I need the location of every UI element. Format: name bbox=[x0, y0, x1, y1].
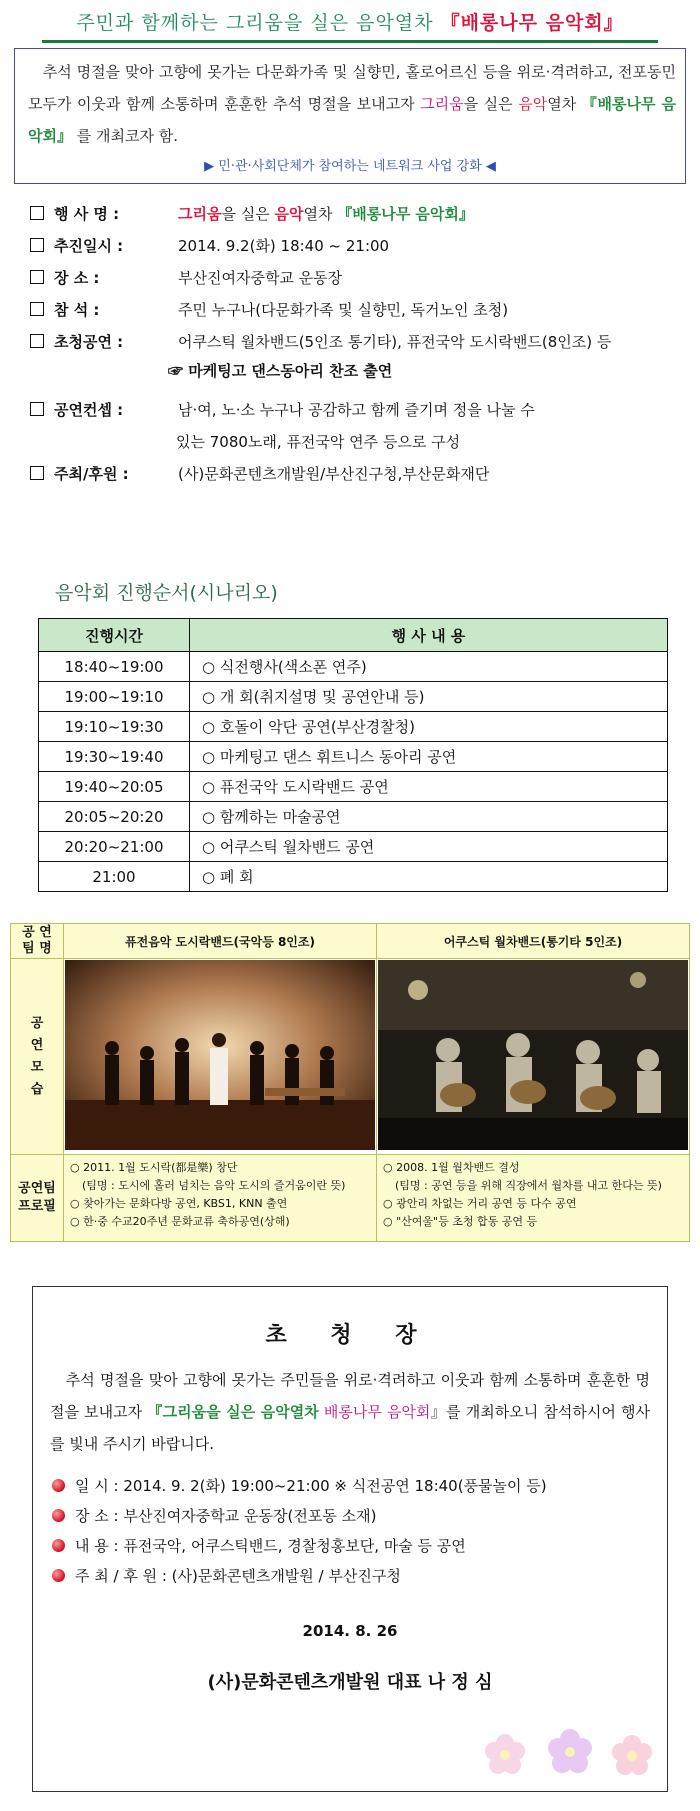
schedule-item: ○ 퓨전국악 도시락밴드 공연 bbox=[190, 772, 668, 802]
info-value: 어쿠스틱 월차밴드(5인조 통기타), 퓨전국악 도시락밴드(8인조) 등 bbox=[178, 333, 612, 351]
info-part: 그리움 bbox=[178, 205, 222, 223]
band2-street-image bbox=[378, 960, 688, 1150]
profile-line: ○ 찾아가는 문화다방 공연, KBS1, KNN 출연 bbox=[70, 1197, 288, 1210]
checkbox-bullet-icon bbox=[30, 334, 44, 348]
info-row-event-name bbox=[30, 198, 680, 230]
team-photo-label: 공 연 모 습 bbox=[11, 959, 64, 1155]
team-profile-label: 공연팀 프로필 bbox=[11, 1155, 64, 1242]
invitation-signature: (사)문화콘텐츠개발원 대표 나 정 심 bbox=[207, 1672, 493, 1693]
schedule-time: 18:40~19:00 bbox=[39, 652, 190, 682]
team-name-band2: 어쿠스틱 월차밴드(통기타 5인조) bbox=[377, 924, 690, 959]
table-row bbox=[39, 772, 668, 802]
invitation-item bbox=[52, 1535, 466, 1556]
info-value: 2014. 9.2(화) 18:40 ~ 21:00 bbox=[178, 237, 390, 255]
info-row-performers bbox=[30, 326, 680, 358]
intro-ending: 를 개최코자 함. bbox=[76, 127, 179, 145]
schedule-time: 20:20~21:00 bbox=[39, 832, 190, 862]
intro-line: 추석 명절을 맞아 고향에 못가는 다문화가족 및 실향민, 홀로어르신 등을 위로·격려하고, 전포동민 모두가 이웃과 함께 소통하며 훈훈한 추석 명절을 보내고자 bbox=[28, 63, 676, 113]
team-profile-row bbox=[11, 1155, 690, 1242]
invitation-item bbox=[52, 1475, 547, 1496]
table-row bbox=[39, 652, 668, 682]
table-row bbox=[39, 712, 668, 742]
info-label: 주최/후원 : bbox=[54, 465, 129, 483]
table-row bbox=[39, 742, 668, 772]
table-row bbox=[39, 682, 668, 712]
intro-word-carrying: 을 실은 bbox=[463, 95, 513, 113]
checkbox-bullet-icon bbox=[30, 238, 44, 252]
checkbox-bullet-icon bbox=[30, 302, 44, 316]
info-label: 참 석 : bbox=[54, 301, 100, 319]
profile-line: ○ "산여울"등 초청 합동 공연 등 bbox=[383, 1215, 538, 1228]
flower-decoration-icon bbox=[480, 1720, 660, 1786]
intro-word-music: 음악 bbox=[518, 95, 548, 113]
team-header-row bbox=[11, 924, 690, 959]
schedule-item: ○ 개 회(취지설명 및 공연안내 등) bbox=[190, 682, 668, 712]
table-row bbox=[39, 802, 668, 832]
schedule-header-row bbox=[39, 619, 668, 652]
info-row-concept bbox=[30, 394, 680, 426]
info-row-place bbox=[30, 262, 680, 294]
invitation-event-green: 『그리움을 실은 음악열차 bbox=[147, 1403, 319, 1421]
profile-line: ○ 2008. 1월 월차밴드 결성 bbox=[383, 1161, 520, 1174]
schedule-header-content: 행 사 내 용 bbox=[190, 619, 668, 652]
bullet-dot-icon bbox=[52, 1479, 65, 1492]
info-part: 을 실은 bbox=[221, 205, 275, 223]
band1-profile bbox=[64, 1155, 377, 1242]
info-part: 열차 bbox=[303, 205, 338, 223]
page-title bbox=[0, 8, 700, 35]
invitation-item-text: 내 용 : 퓨전국악, 어쿠스틱밴드, 경찰청홍보단, 마술 등 공연 bbox=[75, 1537, 466, 1555]
invitation-item-text: 장 소 : 부산진여자중학교 운동장(전포동 소재) bbox=[75, 1507, 377, 1525]
invitation-item-text: 주 최 / 후 원 : (사)문화콘텐츠개발원 / 부산진구청 bbox=[75, 1567, 401, 1585]
invitation-item-text: 일 시 : 2014. 9. 2(화) 19:00~21:00 ※ 식전공연 18:40(풍물놀이 등) bbox=[75, 1477, 547, 1495]
schedule-table bbox=[38, 618, 668, 892]
schedule-time: 20:05~20:20 bbox=[39, 802, 190, 832]
schedule-item: ○ 함께하는 마술공연 bbox=[190, 802, 668, 832]
team-photo-row bbox=[11, 959, 690, 1155]
band2-photo bbox=[377, 959, 690, 1155]
invitation-event-magenta: 배롱나무 음악회 bbox=[323, 1403, 431, 1421]
invitation-item bbox=[52, 1505, 376, 1526]
intro-word-longing: 그리움 bbox=[420, 95, 464, 113]
schedule-header-time: 진행시간 bbox=[39, 619, 190, 652]
info-value: 남·여, 노·소 누구나 공감하고 함께 즐기며 정을 나눌 수 bbox=[178, 401, 535, 419]
info-value: (사)문화콘텐츠개발원/부산진구청,부산문화재단 bbox=[178, 465, 490, 483]
schedule-time: 19:00~19:10 bbox=[39, 682, 190, 712]
team-table bbox=[10, 923, 690, 1242]
invitation-item bbox=[52, 1565, 401, 1586]
checkbox-bullet-icon bbox=[30, 270, 44, 284]
schedule-title: 음악회 진행순서(시나리오) bbox=[55, 582, 278, 604]
table-row bbox=[39, 832, 668, 862]
profile-line: ○ 2011. 1월 도시락(都是樂) 창단 bbox=[70, 1161, 238, 1174]
bullet-dot-icon bbox=[52, 1539, 65, 1552]
schedule-time: 19:40~20:05 bbox=[39, 772, 190, 802]
title-underline bbox=[42, 40, 658, 43]
info-row-organizer bbox=[30, 458, 680, 490]
band1-photo bbox=[64, 959, 377, 1155]
info-value: 부산진여자중학교 운동장 bbox=[178, 269, 343, 287]
intro-subline: ▶ 민·관·사회단체가 참여하는 네트워크 사업 강화 ◀ bbox=[204, 159, 496, 174]
intro-event-name: 『배롱나무 음악회』 bbox=[28, 95, 676, 145]
checkbox-bullet-icon bbox=[30, 206, 44, 220]
invitation-date: 2014. 8. 26 bbox=[302, 1622, 398, 1640]
checkbox-bullet-icon bbox=[30, 466, 44, 480]
invitation-body-text: 추석 명절을 맞아 고향에 못가는 주민들을 위로·격려하고 이웃과 함께 소통하며 훈훈한 명절을 보내고자 bbox=[50, 1371, 650, 1421]
info-label: 공연컨셉 : bbox=[54, 401, 124, 419]
schedule-item: ○ 마케팅고 댄스 휘트니스 동아리 공연 bbox=[190, 742, 668, 772]
schedule-time: 19:10~19:30 bbox=[39, 712, 190, 742]
invitation-body bbox=[50, 1364, 650, 1460]
invitation-title: 초 청 장 bbox=[265, 1323, 435, 1348]
schedule-time: 21:00 bbox=[39, 862, 190, 892]
profile-line: (팀명 : 도시에 홀러 넘치는 음악 도시의 즐거움이란 뜻) bbox=[82, 1179, 346, 1192]
info-label: 초청공연 : bbox=[54, 333, 124, 351]
band1-stage-image bbox=[65, 960, 375, 1150]
profile-line: ○ 한·중 수교20주년 문화교류 축하공연(상해) bbox=[70, 1215, 290, 1228]
invitation-body-end: 』를 개최하오니 참석하시어 행사를 빛내 주시기 바랍니다. bbox=[50, 1403, 650, 1453]
special-appearance: ☞ 마케팅고 댄스동아리 찬조 출연 bbox=[168, 362, 393, 380]
info-label: 장 소 : bbox=[54, 269, 100, 287]
info-value: 주민 누구나(다문화가족 및 실향민, 독거노인 초청) bbox=[178, 301, 509, 319]
intro-text bbox=[28, 56, 676, 152]
bullet-dot-icon bbox=[52, 1509, 65, 1522]
info-part: 음악 bbox=[274, 205, 304, 223]
schedule-item: ○ 어쿠스틱 월차밴드 공연 bbox=[190, 832, 668, 862]
info-concept-continued: 있는 7080노래, 퓨전국악 연주 등으로 구성 bbox=[176, 433, 461, 451]
schedule-item: ○ 식전행사(색소폰 연주) bbox=[190, 652, 668, 682]
profile-line: (팀명 : 공연 등을 위해 직장에서 월차를 내고 한다는 뜻) bbox=[395, 1179, 662, 1192]
title-prefix: 주민과 함께하는 그리움을 실은 음악열차 bbox=[76, 12, 434, 34]
team-corner-label: 공 연 팀 명 bbox=[11, 924, 64, 959]
intro-word-train: 열차 bbox=[547, 95, 577, 113]
title-highlight: 『배롱나무 음악회』 bbox=[440, 12, 624, 34]
band2-profile bbox=[377, 1155, 690, 1242]
table-row bbox=[39, 862, 668, 892]
info-part: 『배롱나무 음악회』 bbox=[337, 205, 474, 223]
info-label: 추진일시 : bbox=[54, 237, 124, 255]
schedule-item: ○ 호돌이 악단 공연(부산경찰청) bbox=[190, 712, 668, 742]
schedule-time: 19:30~19:40 bbox=[39, 742, 190, 772]
profile-line: ○ 광안리 차없는 거리 공연 등 다수 공연 bbox=[383, 1197, 577, 1210]
info-label: 행 사 명 : bbox=[54, 205, 120, 223]
checkbox-bullet-icon bbox=[30, 402, 44, 416]
schedule-item: ○ 폐 회 bbox=[190, 862, 668, 892]
info-row-attendees bbox=[30, 294, 680, 326]
bullet-dot-icon bbox=[52, 1569, 65, 1582]
team-name-band1: 퓨전음악 도시락밴드(국악등 8인조) bbox=[64, 924, 377, 959]
info-row-date bbox=[30, 230, 680, 262]
